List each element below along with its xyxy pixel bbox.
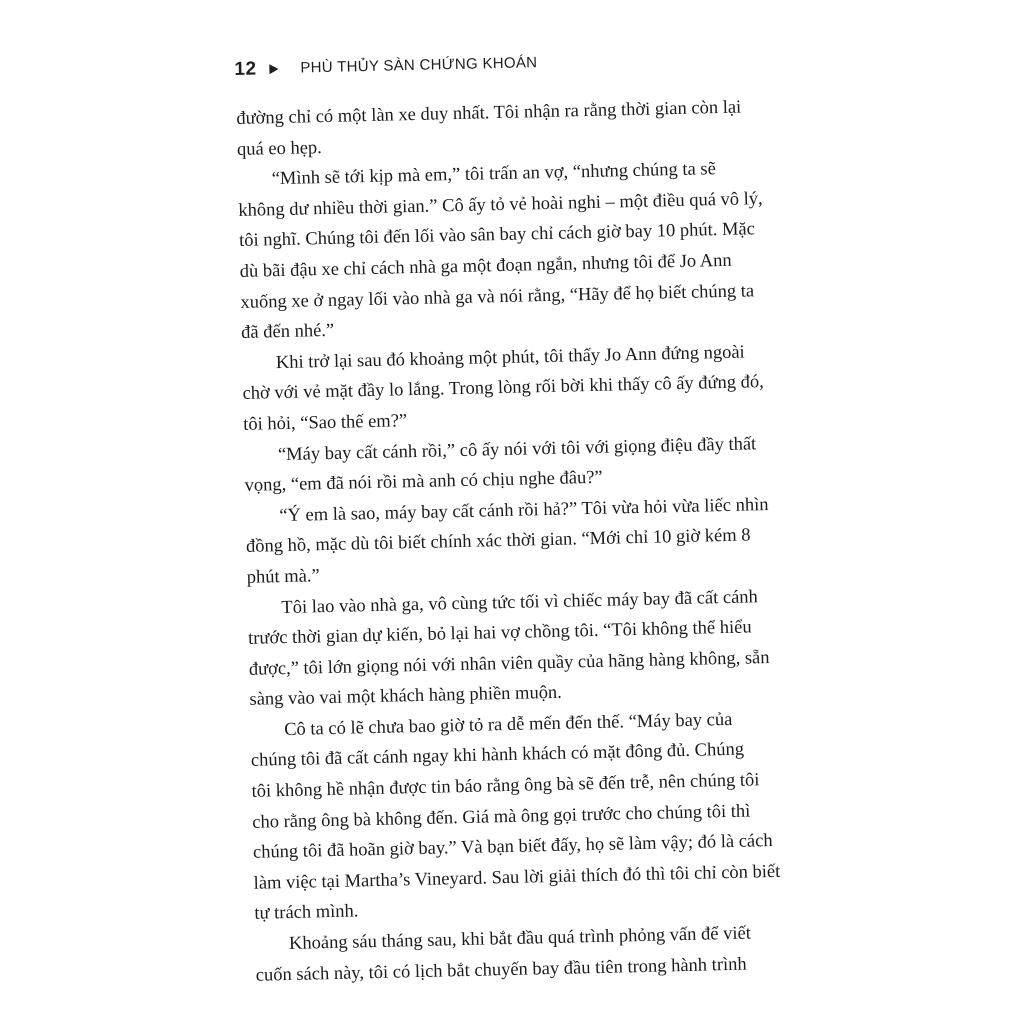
paragraph bbox=[255, 917, 816, 991]
text-line: được,” tôi lớn giọng nói với nhân viên quầy của hãng hàng không, sẵn bbox=[248, 647, 770, 680]
text-line: dù bãi đậu xe chỉ cách nhà ga một đoạn ngắn, nhưng tôi để Jo Ann bbox=[239, 250, 732, 282]
text-line: tự trách mình. bbox=[254, 901, 359, 925]
paragraph bbox=[242, 336, 804, 440]
running-title: PHÙ THỦY SÀN CHỨNG KHOÁN bbox=[300, 54, 538, 77]
text-line: Khoảng sáu tháng sau, khi bắt đầu quá trình phỏng vấn để viết bbox=[288, 923, 752, 955]
text-line: tôi không hề nhận được tin báo rằng ông bà sẽ đến trễ, nên chúng tôi bbox=[251, 770, 760, 802]
text-line: cho rằng ông bà không đến. Giá mà ông gọi trước cho chúng tôi thì bbox=[252, 801, 751, 833]
text-line: Khi trở lại sau đó khoảng một phút, tôi thấy Jo Ann đứng ngoài bbox=[275, 342, 745, 373]
text-line: chờ với vẻ mặt đầy lo lắng. Trong lòng rối bời khi thấy cô ấy đứng đó, bbox=[242, 372, 765, 405]
body-text bbox=[236, 91, 816, 991]
text-line: đường chỉ có một làn xe duy nhất. Tôi nhận ra rằng thời gian còn lại bbox=[236, 97, 742, 129]
page-header bbox=[234, 39, 795, 84]
text-line: không dư nhiều thời gian.” Cô ấy tỏ vẻ hoài nghi – một điều quá vô lý, bbox=[238, 188, 763, 221]
text-line: “Ý em là sao, máy bay cất cánh rồi hả?” Tôi vừa hỏi vừa liếc nhìn bbox=[279, 494, 769, 526]
right-triangle-icon bbox=[269, 64, 278, 74]
paragraph bbox=[245, 489, 807, 593]
text-line: xuống xe ở ngay lối vào nhà ga và nói rằng, “Hãy để họ biết chúng ta bbox=[240, 280, 755, 313]
text-line: sàng vào vai một khách hàng phiền muộn. bbox=[249, 683, 563, 711]
text-line: làm việc tại Martha’s Vineyard. Sau lời giải thích đó thì tôi chỉ còn biết bbox=[253, 861, 781, 894]
page-number: 12 bbox=[234, 58, 257, 80]
text-line: “Mình sẽ tới kịp mà em,” tôi trấn an vợ, “nhưng chúng ta sẽ bbox=[271, 159, 717, 190]
paragraph bbox=[247, 581, 810, 716]
text-line: Cô ta có lẽ chưa bao giờ tỏ ra dễ mến đến thế. “Máy bay của bbox=[283, 709, 733, 740]
text-line: chúng tôi đã hoãn giờ bay.” Và bạn biết đấy, họ sẽ làm vậy; đó là cách bbox=[252, 831, 773, 864]
text-line: vọng, “em đã nói rồi mà anh có chịu nghe đâu?” bbox=[244, 467, 603, 497]
text-line: tôi hỏi, “Sao thế em?” bbox=[243, 411, 408, 435]
text-line: đã đến nhé.” bbox=[240, 320, 335, 344]
text-line: cuốn sách này, tôi có lịch bắt chuyến bay đầu tiên trong hành trình bbox=[255, 954, 747, 986]
text-line: chúng tôi đã cất cánh ngay khi hành khách có mặt đông đủ. Chúng bbox=[250, 740, 745, 772]
text-line: đồng hồ, mặc dù tôi biết chính xác thời gian. “Mới chỉ 10 giờ kém 8 bbox=[245, 525, 751, 558]
paragraph bbox=[237, 152, 801, 348]
paragraph bbox=[250, 703, 815, 930]
text-line: tôi nghĩ. Chúng tôi đến lối vào sân bay chỉ cách giờ bay 10 phút. Mặc bbox=[238, 219, 756, 252]
text-line: phút mà.” bbox=[246, 566, 320, 588]
text-line: “Máy bay cất cánh rồi,” cô ấy nói với tôi với giọng điệu đầy thất bbox=[277, 433, 757, 465]
text-line: trước thời gian dự kiến, bỏ lại hai vợ chồng tôi. “Tôi không thể hiểu bbox=[247, 617, 752, 649]
text-line: quá eo hẹp. bbox=[236, 137, 323, 160]
text-line: Tôi lao vào nhà ga, vô cùng tức tối vì chiếc máy bay đã cất cánh bbox=[281, 586, 759, 618]
